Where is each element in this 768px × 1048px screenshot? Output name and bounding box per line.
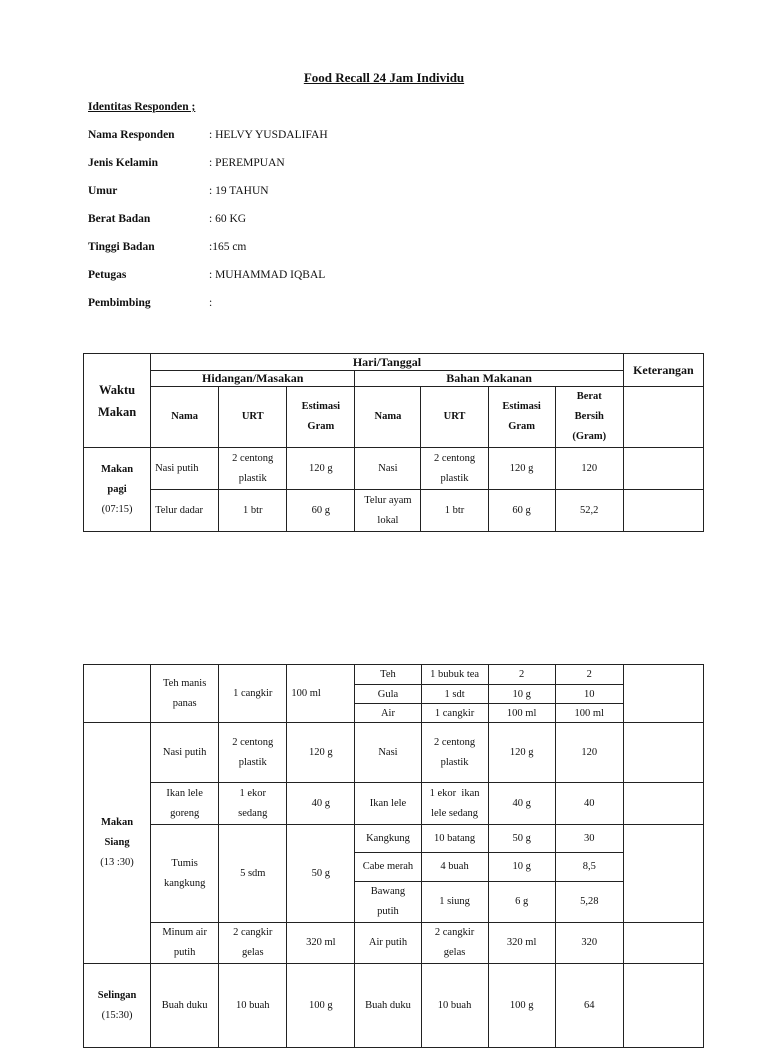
table-row: Selingan (15:30) Buah duku 10 buah 100 g Buah duku 10 buah 100 g 64 [84,964,704,1048]
table-row: Teh manis panas 1 cangkir 100 ml Teh 1 bubuk tea 2 2 [84,665,704,685]
identity-heading: Identitas Responden ; [88,101,196,113]
identity-value: :165 cm [209,241,247,253]
keterangan-cell [623,964,703,1048]
keterangan-cell [623,723,703,783]
identity-label: Pembimbing [88,297,151,309]
identity-label: Petugas [88,269,127,281]
table-row: Minum air putih 2 cangkir gelas 320 ml Air putih 2 cangkir gelas 320 ml 320 [84,923,704,964]
identity-value: : PEREMPUAN [209,157,285,169]
header-bahan: Bahan Makanan [355,371,623,387]
identity-value: : 19 TAHUN [209,185,269,197]
identity-value: : 60 KG [209,213,247,225]
identity-label: Nama Responden [88,129,175,141]
table-row: Ikan lele goreng 1 ekor sedang 40 g Ikan lele 1 ekor ikan lele sedang 40 g 40 [84,783,704,825]
header-nama: Nama [151,387,219,448]
keterangan-cell [623,783,703,825]
page-title: Food Recall 24 Jam Individu [303,70,465,85]
header-waktu-makan: Waktu Makan [84,354,151,448]
header-nama: Nama [355,387,421,448]
keterangan-cell [623,665,703,723]
identity-label: Berat Badan [88,213,151,225]
identity-value: : [209,297,213,309]
identity-value: : MUHAMMAD IQBAL [209,269,326,281]
table-row: Makan Siang (13 :30) Nasi putih 2 centong plastik 120 g Nasi 2 centong plastik 120 g 120 [84,723,704,783]
header-estimasi: Estimasi Gram [287,387,355,448]
identity-value: : HELVY YUSDALIFAH [209,129,328,141]
header-estimasi: Estimasi Gram [488,387,555,448]
food-recall-table-siang [83,664,704,1048]
table-row: Gula 1 sdt 10 g 10 [84,685,704,704]
header-urt: URT [219,387,287,448]
table-row: Makan pagi (07:15) Nasi putih 2 centong plastik 120 g Nasi 2 centong plastik 120 g 120 [84,448,704,490]
meal-label-selingan: Selingan (15:30) [84,964,151,1048]
keterangan-cell [623,490,703,532]
table-row: Cabe merah 4 buah 10 g 8,5 [84,853,704,882]
identity-label: Tinggi Badan [88,241,155,253]
meal-label-siang: Makan Siang (13 :30) [84,723,151,964]
header-berat-bersih: Berat Bersih (Gram) [555,387,623,448]
table-row: Air 1 cangkir 100 ml 100 ml [84,704,704,723]
keterangan-cell [623,825,703,923]
header-keterangan: Keterangan [623,354,703,387]
table-row: Tumis kangkung 5 sdm 50 g Kangkung 10 batang 50 g 30 [84,825,704,853]
identity-label: Umur [88,185,118,197]
meal-label-empty [84,665,151,723]
keterangan-cell [623,387,703,448]
header-hidangan: Hidangan/Masakan [151,371,355,387]
meal-label-pagi: Makan pagi (07:15) [84,448,151,532]
keterangan-cell [623,923,703,964]
keterangan-cell [623,448,703,490]
header-hari-tanggal: Hari/Tanggal [151,354,624,371]
food-recall-table-pagi [83,353,704,532]
identity-label: Jenis Kelamin [88,157,158,169]
table-row: Telur dadar 1 btr 60 g Telur ayam lokal 1 btr 60 g 52,2 [84,490,704,532]
table-row: Bawang putih 1 siung 6 g 5,28 [84,882,704,923]
header-urt: URT [421,387,488,448]
